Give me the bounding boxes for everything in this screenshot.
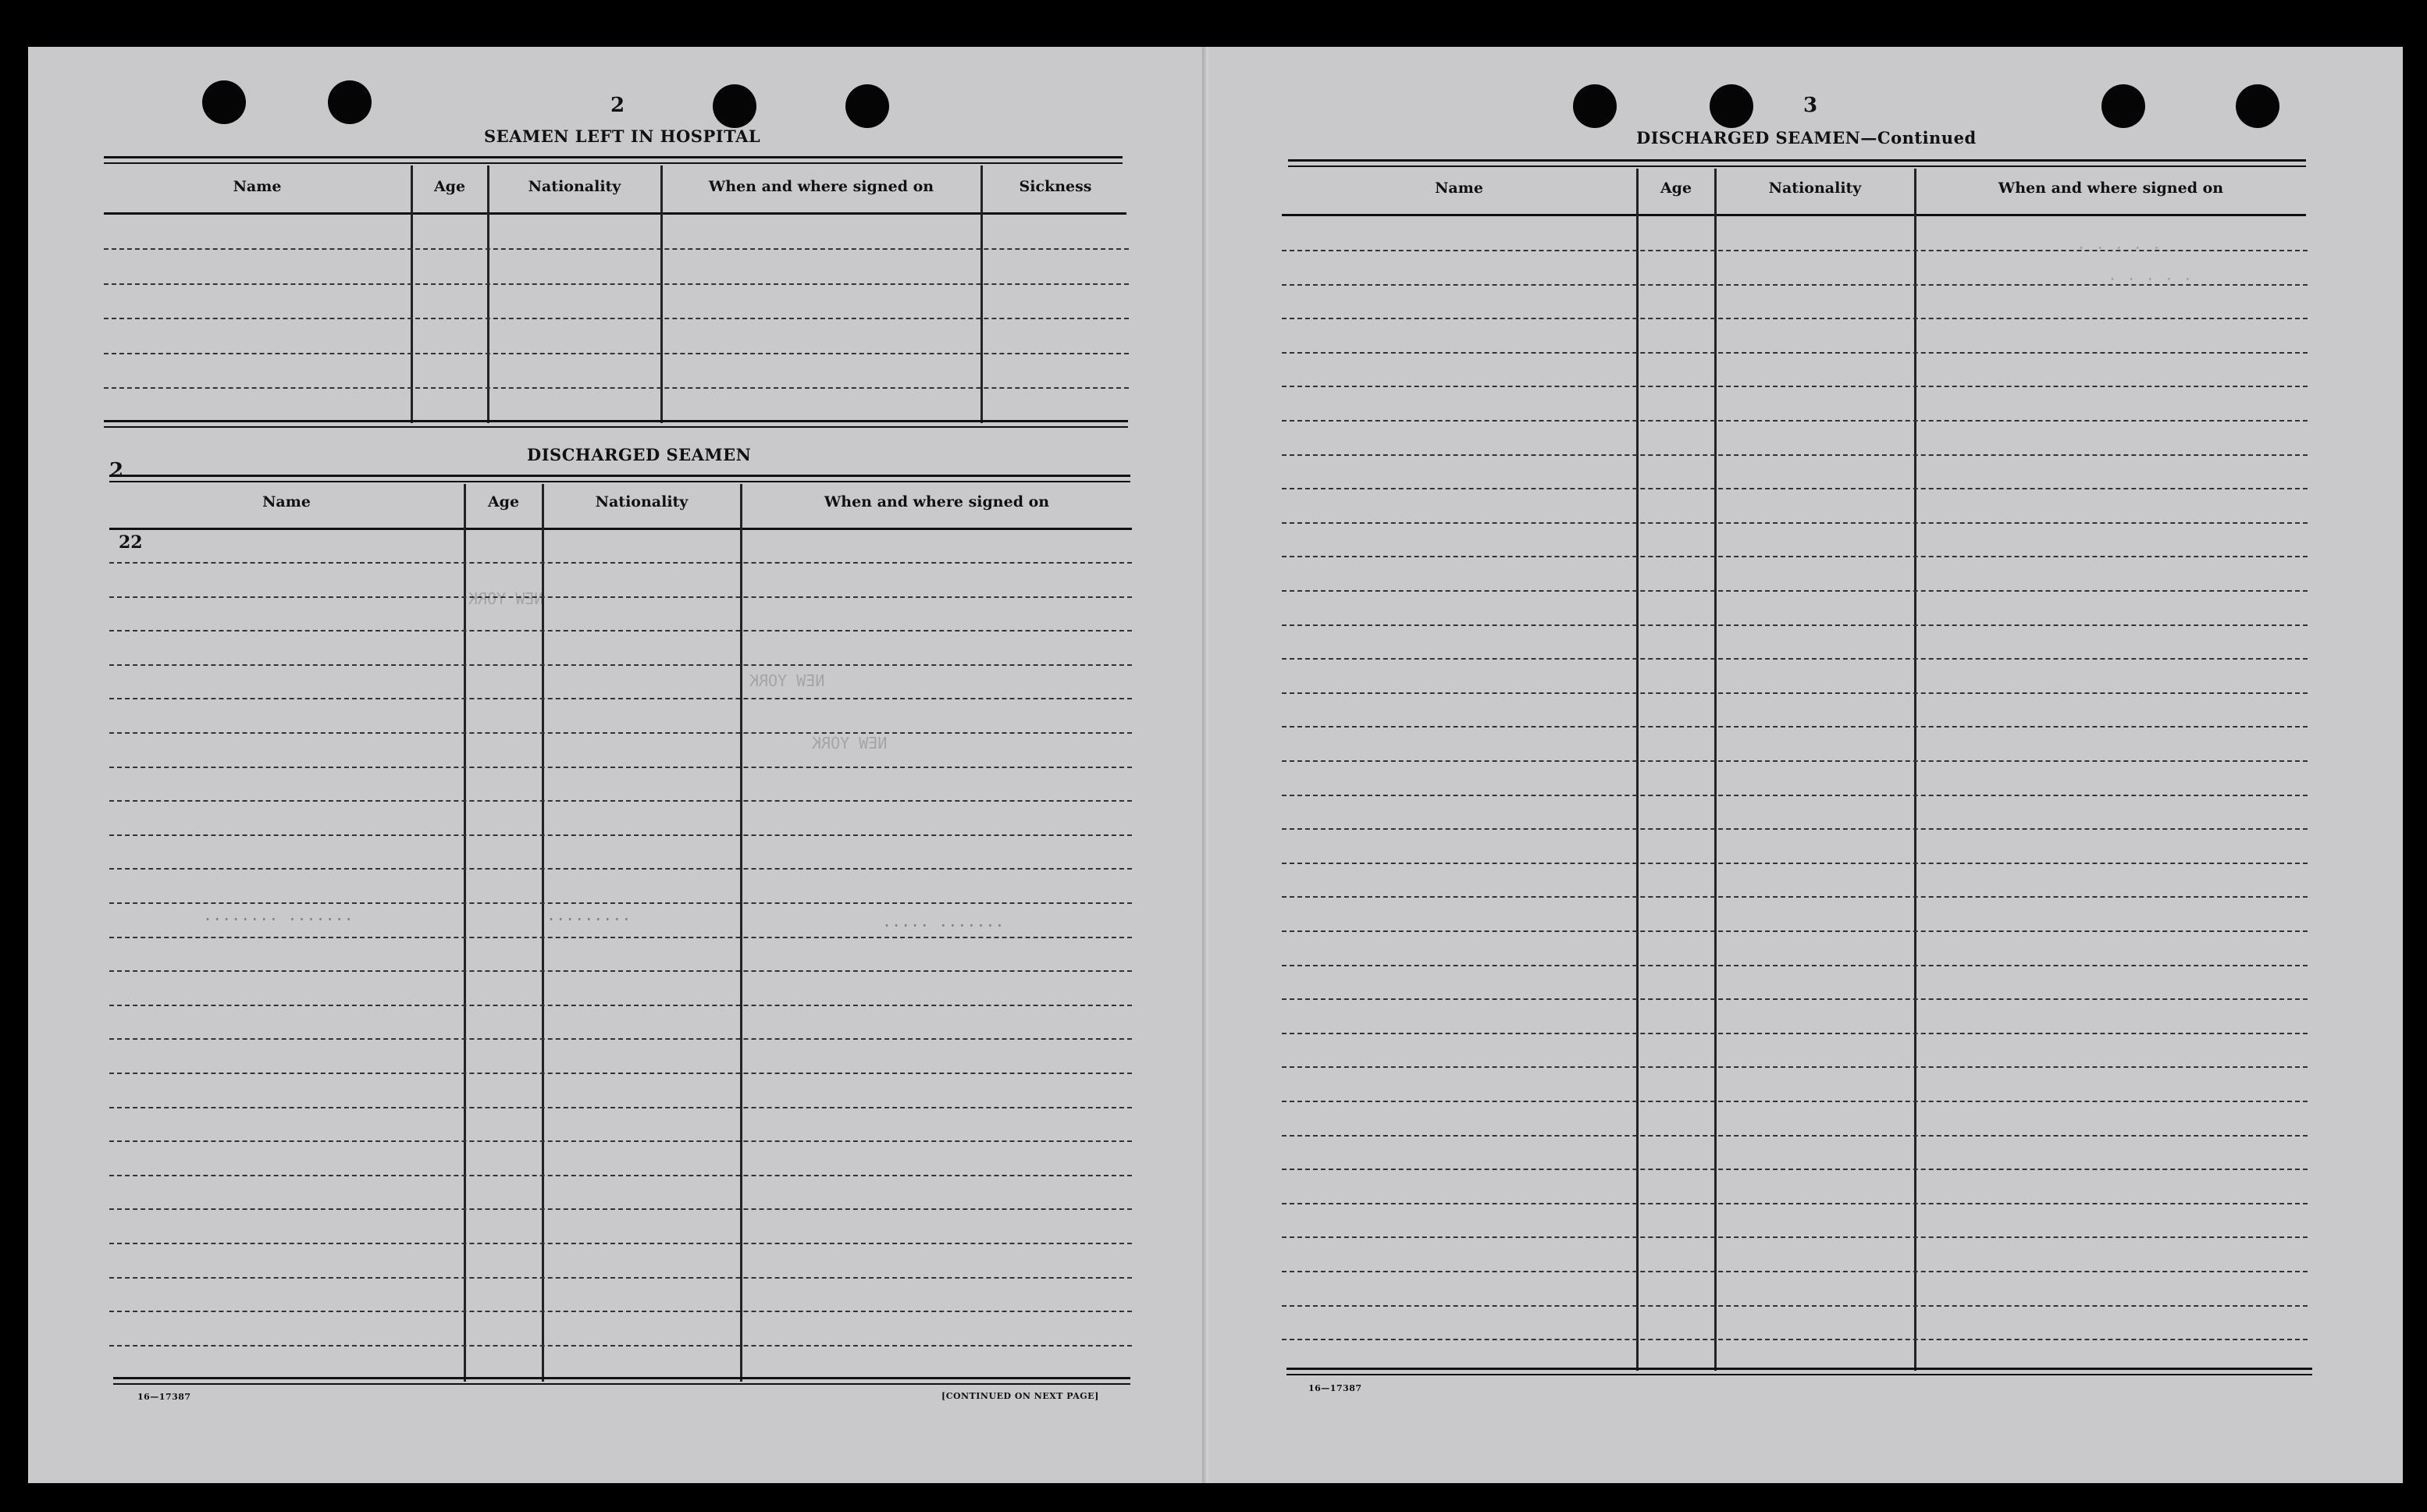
punch-hole: [202, 80, 246, 124]
page-number: 3: [1803, 94, 1818, 117]
bleed-through-text: NEW YORK: [812, 734, 888, 752]
table-bottom-rule: [1286, 1368, 2312, 1370]
ruled-line: [1282, 386, 2308, 387]
ruled-line: [104, 353, 1129, 354]
column-divider: [1636, 169, 1639, 1371]
ruled-line: [109, 1140, 1132, 1142]
punch-hole: [2236, 84, 2279, 128]
ruled-line: [104, 248, 1129, 250]
column-header: Nationality: [595, 493, 689, 511]
discharged-continued-title: DISCHARGED SEAMEN—Continued: [1636, 128, 1977, 148]
ruled-line: [1282, 1101, 2308, 1102]
table-top-rule: [1288, 165, 2306, 167]
hospital-section-title: SEAMEN LEFT IN HOSPITAL: [484, 126, 761, 146]
ruled-line: [104, 318, 1129, 319]
column-header: When and where signed on: [824, 493, 1050, 511]
punch-hole: [2101, 84, 2145, 128]
ruled-line: [1282, 284, 2308, 286]
ruled-line: [1282, 624, 2308, 626]
column-header: Age: [487, 493, 520, 511]
ruled-line: [1282, 522, 2308, 524]
ruled-line: [1282, 1135, 2308, 1137]
column-divider: [980, 165, 983, 423]
table-top-rule: [109, 481, 1130, 482]
column-divider: [740, 484, 742, 1382]
continued-note: [CONTINUED ON NEXT PAGE]: [941, 1391, 1099, 1401]
header-bottom-rule: [1282, 214, 2306, 216]
form-number: 16—17387: [1308, 1383, 1362, 1393]
ruled-line: [1282, 1203, 2308, 1204]
margin-mark: 22: [119, 532, 143, 553]
left-page: [28, 47, 1205, 1483]
table-top-rule: [1288, 159, 2306, 162]
ruled-line: [109, 562, 1132, 564]
bleed-through-text: . . . . .: [2108, 265, 2193, 284]
ruled-line: [109, 800, 1132, 802]
column-header: Name: [1435, 180, 1483, 197]
column-header: Sickness: [1019, 178, 1092, 195]
column-divider: [487, 165, 489, 423]
column-header: Nationality: [528, 178, 621, 195]
ruled-line: [1282, 488, 2308, 489]
ruled-line: [1282, 1033, 2308, 1034]
right-page: [1208, 47, 2403, 1483]
punch-hole: [1573, 84, 1617, 128]
table-bottom-rule: [113, 1383, 1130, 1385]
punch-hole: [328, 80, 372, 124]
column-divider: [1914, 169, 1916, 1371]
ruled-line: [1282, 828, 2308, 830]
ruled-line: [109, 767, 1132, 768]
ruled-line: [1282, 1066, 2308, 1068]
ruled-line: [1282, 658, 2308, 660]
table-top-rule: [104, 156, 1123, 158]
punch-hole: [845, 84, 889, 128]
ruled-line: [109, 1038, 1132, 1040]
table-top-rule: [109, 475, 1130, 477]
column-header: Nationality: [1768, 180, 1862, 197]
ruled-line: [109, 596, 1132, 598]
bleed-through-text: NEW YORK: [749, 671, 825, 690]
ruled-line: [109, 868, 1132, 870]
column-divider: [464, 484, 466, 1382]
ruled-line: [1282, 965, 2308, 966]
punch-hole: [713, 84, 756, 128]
column-header: Name: [262, 493, 311, 511]
column-header: When and where signed on: [708, 178, 934, 195]
ruled-line: [1282, 795, 2308, 796]
ruled-line: [1282, 726, 2308, 728]
margin-mark: 2: [109, 459, 124, 482]
ruled-line: [1282, 352, 2308, 354]
ruled-line: [109, 902, 1132, 904]
column-header: Age: [433, 178, 466, 195]
column-header: Age: [1660, 180, 1692, 197]
column-divider: [1714, 169, 1717, 1371]
discharged-section-title: DISCHARGED SEAMEN: [527, 445, 752, 464]
bleed-through-text: . . . . .: [2076, 234, 2162, 253]
ruled-line: [1282, 692, 2308, 694]
form-number: 16—17387: [137, 1392, 191, 1402]
ruled-line: [109, 1073, 1132, 1074]
ruled-line: [1282, 1305, 2308, 1307]
ruled-line: [1282, 1236, 2308, 1238]
bleed-through-text: ....... .....: [882, 912, 1005, 930]
ruled-line: [1282, 318, 2308, 319]
ruled-line: [109, 970, 1132, 972]
punch-hole: [1710, 84, 1753, 128]
ruled-line: [109, 664, 1132, 666]
ruled-line: [109, 1005, 1132, 1006]
column-divider: [660, 165, 663, 423]
bleed-through-text: NEW YORK: [468, 589, 544, 608]
column-header: Name: [233, 178, 282, 195]
ruled-line: [109, 1243, 1132, 1244]
ruled-line: [1282, 863, 2308, 864]
table-bottom-rule: [104, 426, 1128, 428]
ruled-line: [1282, 454, 2308, 456]
bleed-through-text: .........: [546, 905, 632, 924]
table-bottom-rule: [1286, 1374, 2312, 1375]
ruled-line: [1282, 998, 2308, 1000]
page-number: 2: [610, 94, 625, 117]
ruled-line: [104, 387, 1129, 389]
ruled-line: [1282, 930, 2308, 932]
ruled-line: [109, 937, 1132, 938]
ruled-line: [109, 1345, 1132, 1347]
ruled-line: [104, 283, 1129, 285]
ruled-line: [109, 630, 1132, 631]
table-top-rule: [104, 162, 1123, 164]
ruled-line: [109, 732, 1132, 734]
ruled-line: [109, 1208, 1132, 1210]
table-bottom-rule: [113, 1377, 1130, 1379]
ruled-line: [109, 1175, 1132, 1176]
ruled-line: [1282, 896, 2308, 898]
ruled-line: [1282, 760, 2308, 762]
ruled-line: [1282, 420, 2308, 422]
ruled-line: [109, 1277, 1132, 1279]
ruled-line: [109, 698, 1132, 699]
ruled-line: [109, 1311, 1132, 1312]
ruled-line: [109, 834, 1132, 836]
column-divider: [542, 484, 544, 1382]
column-divider: [411, 165, 413, 423]
ruled-line: [1282, 1271, 2308, 1272]
header-bottom-rule: [109, 528, 1132, 530]
bleed-through-text: ....... ........: [203, 905, 354, 924]
ruled-line: [1282, 590, 2308, 592]
ruled-line: [109, 1107, 1132, 1108]
ruled-line: [1282, 1169, 2308, 1170]
ruled-line: [1282, 556, 2308, 557]
ruled-line: [1282, 1339, 2308, 1340]
column-header: When and where signed on: [1998, 180, 2224, 197]
table-bottom-rule: [104, 420, 1128, 422]
header-bottom-rule: [104, 212, 1126, 215]
